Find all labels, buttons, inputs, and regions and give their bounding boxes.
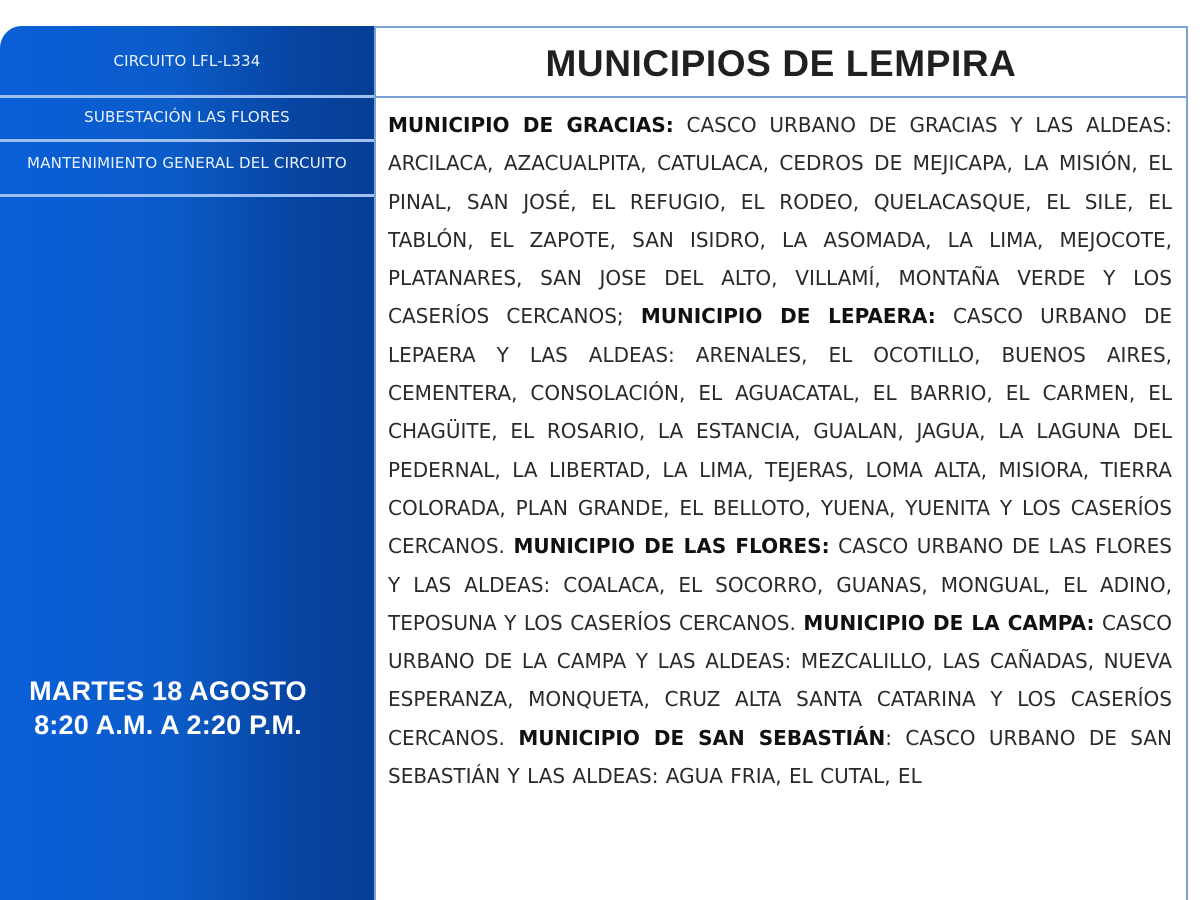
top-cropped-fragment xyxy=(420,0,750,7)
municipality-areas: CASCO URBANO DE GRACIAS Y LAS ALDEAS: ARCILACA, AZACUALPITA, CATULACA, CEDROS DE MEJICAPA, LA MISIÓN, EL PINAL, SAN JOSÉ, EL REFUGIO, EL RODEO, QUELACASQUE, EL SILE, EL TABLÓN, EL ZAPOTE, SAN ISIDRO, LA ASOMADA, LA LIMA, MEJOCOTE, PLATANARES, SAN JOSE DEL ALTO, VILLAMÍ, MONTAÑA VERDE Y LOS CASERÍOS CERCANOS; xyxy=(388,113,1173,329)
circuit-label: CIRCUITO LFL-L334 xyxy=(113,52,261,70)
municipality-heading: MUNICIPIO DE LAS FLORES: xyxy=(513,534,830,559)
maintenance-label: MANTENIMIENTO GENERAL DEL CIRCUITO xyxy=(27,154,347,172)
municipality-heading: MUNICIPIO DE GRACIAS: xyxy=(388,113,674,137)
municipality-heading: MUNICIPIO DE LA CAMPA: xyxy=(803,610,1095,635)
sidebar-divider xyxy=(0,194,374,197)
municipality-areas: CASCO URBANO DE LA CAMPA Y LAS ALDEAS: MEZCALILLO, LAS CAÑADAS, NUEVA ESPERANZA, MONQUETA, CRUZ ALTA SANTA CATARINA Y LOS CASERÍOS CERCANOS. xyxy=(388,610,1173,750)
page-title: MUNICIPIOS DE LEMPIRA xyxy=(376,28,1186,98)
substation-label: SUBESTACIÓN LAS FLORES xyxy=(84,108,290,126)
schedule-time: 8:20 A.M. A 2:20 P.M. xyxy=(34,710,302,740)
schedule-sidebar xyxy=(0,26,374,900)
municipalities-panel xyxy=(374,26,1188,900)
municipality-heading: MUNICIPIO DE LEPAERA: xyxy=(640,304,936,329)
schedule-date: MARTES 18 AGOSTO xyxy=(29,676,307,706)
municipality-heading: MUNICIPIO DE SAN SEBASTIÁN xyxy=(518,725,886,750)
municipality-areas: CASCO URBANO DE LAS FLORES Y LAS ALDEAS: COALACA, EL SOCORRO, GUANAS, MONGUAL, EL ADINO, TEPOSUNA Y LOS CASERÍOS CERCANOS. xyxy=(388,534,1172,635)
schedule-block xyxy=(0,674,336,742)
municipalities-text xyxy=(376,98,1186,795)
municipality-areas: CASCO URBANO DE LEPAERA Y LAS ALDEAS: ARENALES, EL OCOTILLO, BUENOS AIRES, CEMENTERA, CONSOLACIÓN, EL AGUACATAL, EL BARRIO, EL CARMEN, EL CHAGÜITE, EL ROSARIO, LA ESTANCIA, GUALAN, JAGUA, LA LAGUNA DEL PEDERNAL, LA LIBERTAD, LA LIMA, TEJERAS, LOMA ALTA, MISIORA, TIERRA COLORADA, PLAN GRANDE, EL BELLOTO, YUENA, YUENITA Y LOS CASERÍOS CERCANOS. xyxy=(388,304,1172,559)
municipality-areas: : CASCO URBANO DE SAN SEBASTIÁN Y LAS ALDEAS: AGUA FRIA, EL CUTAL, EL xyxy=(388,725,1173,789)
sidebar-divider xyxy=(0,139,374,142)
sidebar-divider xyxy=(0,95,374,98)
